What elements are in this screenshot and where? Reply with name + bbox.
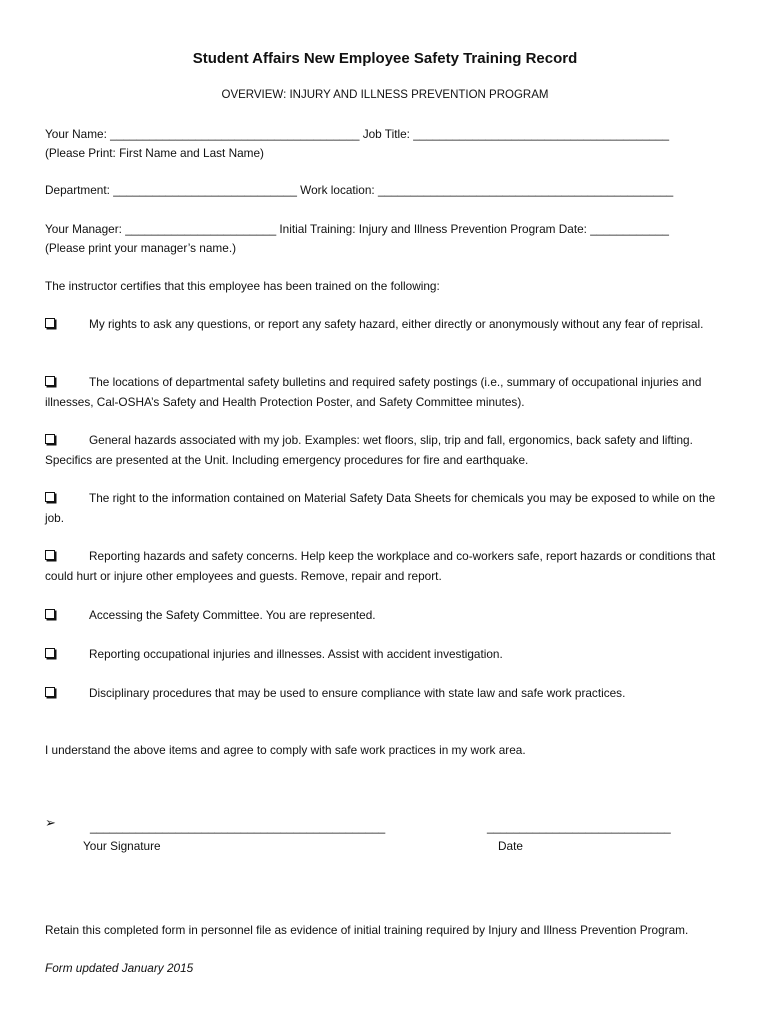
- department-location-line[interactable]: Department: ____________________________ Work location: _____________________________________________: [45, 183, 674, 197]
- training-item-text: Disciplinary procedures that may be used to ensure compliance with state law and safe work practices.: [89, 686, 626, 700]
- overview-heading: OVERVIEW: INJURY AND ILLNESS PREVENTION PROGRAM: [221, 89, 549, 101]
- training-item-text: Reporting hazards and safety concerns. Help keep the workplace and co-workers safe, report hazards or conditions that could hurt or injure other employees and guests. Remove, repair and report.: [45, 549, 716, 583]
- checkbox-icon[interactable]: [45, 434, 55, 444]
- date-label: Date: [498, 839, 523, 853]
- arrow-bullet-icon: ➢: [45, 815, 56, 830]
- checkbox-icon[interactable]: [45, 687, 55, 697]
- page-title: Student Affairs New Employee Safety Training Record: [192, 50, 578, 67]
- training-item: [45, 373, 735, 412]
- signature-label: Your Signature: [83, 839, 161, 853]
- training-item: [45, 606, 735, 626]
- agreement-statement: I understand the above items and agree to comply with safe work practices in my work area.: [45, 743, 526, 757]
- checkbox-icon[interactable]: [45, 318, 55, 328]
- training-item: [45, 431, 735, 470]
- manager-instruction: (Please print your manager’s name.): [45, 241, 237, 255]
- training-item: [45, 684, 735, 704]
- training-item-text: General hazards associated with my job. Examples: wet floors, slip, trip and fall, ergonomics, back safety and lifting. Specifics are presented at the Unit. Including emergency procedures for fire and earthquake.: [45, 433, 693, 467]
- training-item: [45, 489, 735, 528]
- checkbox-icon[interactable]: [45, 492, 55, 502]
- checkbox-icon[interactable]: [45, 609, 55, 619]
- training-item-text: My rights to ask any questions, or report any safety hazard, either directly or anonymously without any fear of reprisal.: [89, 317, 704, 331]
- training-item-text: The locations of departmental safety bulletins and required safety postings (i.e., summary of occupational injuries and illnesses, Cal-OSHA’s Safety and Health Protection Poster, and Safety Committee minutes).: [45, 375, 702, 409]
- training-item: [45, 547, 735, 586]
- checkbox-icon[interactable]: [45, 550, 55, 560]
- training-item-text: Accessing the Safety Committee. You are represented.: [89, 608, 376, 622]
- form-updated-note: Form updated January 2015: [45, 961, 194, 975]
- training-item-text: The right to the information contained on Material Safety Data Sheets for chemicals you may be exposed to while on the job.: [45, 491, 716, 525]
- training-item-text: Reporting occupational injuries and illnesses. Assist with accident investigation.: [89, 647, 503, 661]
- date-line[interactable]: ____________________________: [487, 820, 671, 834]
- manager-training-line[interactable]: Your Manager: _______________________ Initial Training: Injury and Illness Prevention Program Date: ____________: [45, 222, 669, 236]
- training-item: [45, 645, 735, 665]
- name-jobtitle-line[interactable]: Your Name: ______________________________________ Job Title: _______________________________________: [45, 127, 670, 141]
- checkbox-icon[interactable]: [45, 648, 55, 658]
- certification-statement: The instructor certifies that this employee has been trained on the following:: [45, 279, 440, 293]
- name-instruction: (Please Print: First Name and Last Name): [45, 146, 264, 160]
- retention-note: Retain this completed form in personnel file as evidence of initial training required by Injury and Illness Prevention Program.: [45, 923, 689, 937]
- checkbox-icon[interactable]: [45, 376, 55, 386]
- training-item: [45, 315, 735, 335]
- signature-line[interactable]: _____________________________________________: [90, 820, 386, 834]
